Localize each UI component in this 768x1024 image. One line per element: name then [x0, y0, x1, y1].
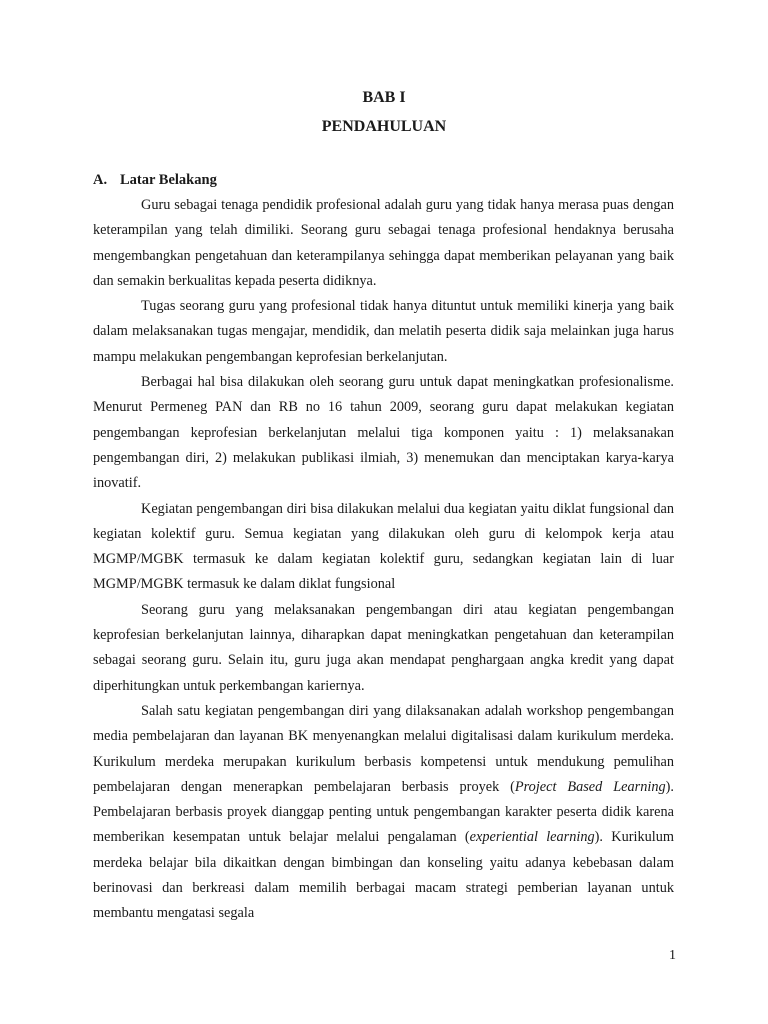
paragraph-6-italic-2: experiential learning	[469, 829, 595, 846]
section-heading	[93, 170, 217, 190]
paragraph-6-part-2: ). Pembelajaran berbasis proyek dianggap penting untuk pengembangan karakter peserta didik karena memberikan kesempatan untuk belajar melalui pengalaman (	[93, 778, 674, 846]
chapter-number: BAB I	[362, 89, 406, 106]
section-number: A.	[93, 172, 108, 188]
paragraph-6-part-1: Salah satu kegiatan pengembangan diri yang dilaksanakan adalah workshop pengembangan media pembelajaran dan layanan BK menyenangkan melalui digitalisasi dalam kurikulum merdeka. Kurikulum merdeka merupakan kurikulum berbasis kompetensi untuk mendukung pemulihan pembelajaran dengan menerapkan pembelajaran berbasis proyek (	[93, 702, 674, 795]
paragraph-6-part-3: ). Kurikulum merdeka belajar bila dikaitkan dengan bimbingan dan konseling yaitu adanya kebebasan dalam berinovasi dan berkreasi dalam memilih berbagai macam strategi pemberian layanan untuk membantu mengatasi segala	[93, 829, 674, 922]
chapter-title: PENDAHULUAN	[321, 118, 447, 135]
paragraph-4: Kegiatan pengembangan diri bisa dilakukan melalui dua kegiatan yaitu diklat fungsional dan kegiatan kolektif guru. Semua kegiatan yang dilakukan oleh guru di kelompok kerja atau MGMP/MGBK termasuk ke dalam kegiatan kolektif guru, sedangkan kegiatan lain di luar MGMP/MGBK termasuk ke dalam diklat fungsional	[93, 500, 674, 593]
section-title: Latar Belakang	[120, 172, 217, 188]
body-text	[93, 193, 674, 927]
paragraph-6	[93, 699, 674, 927]
page-number: 1	[669, 948, 676, 963]
paragraph-5: Seorang guru yang melaksanakan pengembangan diri atau kegiatan pengembangan keprofesian berkelanjutan lainnya, diharapkan dapat meningkatkan pengetahuan dan keterampilan sebagai seorang guru. Selain itu, guru juga akan mendapat penghargaan angka kredit yang dapat diperhitungkan untuk perkembangan kariernya.	[93, 601, 674, 694]
paragraph-1: Guru sebagai tenaga pendidik profesional adalah guru yang tidak hanya merasa puas dengan keterampilan yang telah dimiliki. Seorang guru sebagai tenaga profesional hendaknya berusaha mengembangkan pengetahuan dan keterampilanya sehingga dapat memberikan pelayanan yang baik dan semakin berkualitas kepada peserta didiknya.	[93, 197, 674, 289]
paragraph-6-italic-1: Project Based Learning	[514, 778, 666, 795]
paragraph-3: Berbagai hal bisa dilakukan oleh seorang guru untuk dapat meningkatkan profesionalisme. Menurut Permeneg PAN dan RB no 16 tahun 2009, seorang guru dapat melakukan kegiatan pengembangan keprofesian berkelanjutan melalui tiga komponen yaitu : 1) melaksanakan pengembangan diri, 2) melakukan publikasi ilmiah, 3) menemukan dan menciptakan karya-karya inovatif.	[93, 374, 674, 492]
paragraph-2: Tugas seorang guru yang profesional tidak hanya dituntut untuk memiliki kinerja yang baik dalam melaksanakan tugas mengajar, mendidik, dan melatih peserta didik saja melainkan juga harus mampu melakukan pengembangan keprofesian berkelanjutan.	[93, 298, 674, 365]
